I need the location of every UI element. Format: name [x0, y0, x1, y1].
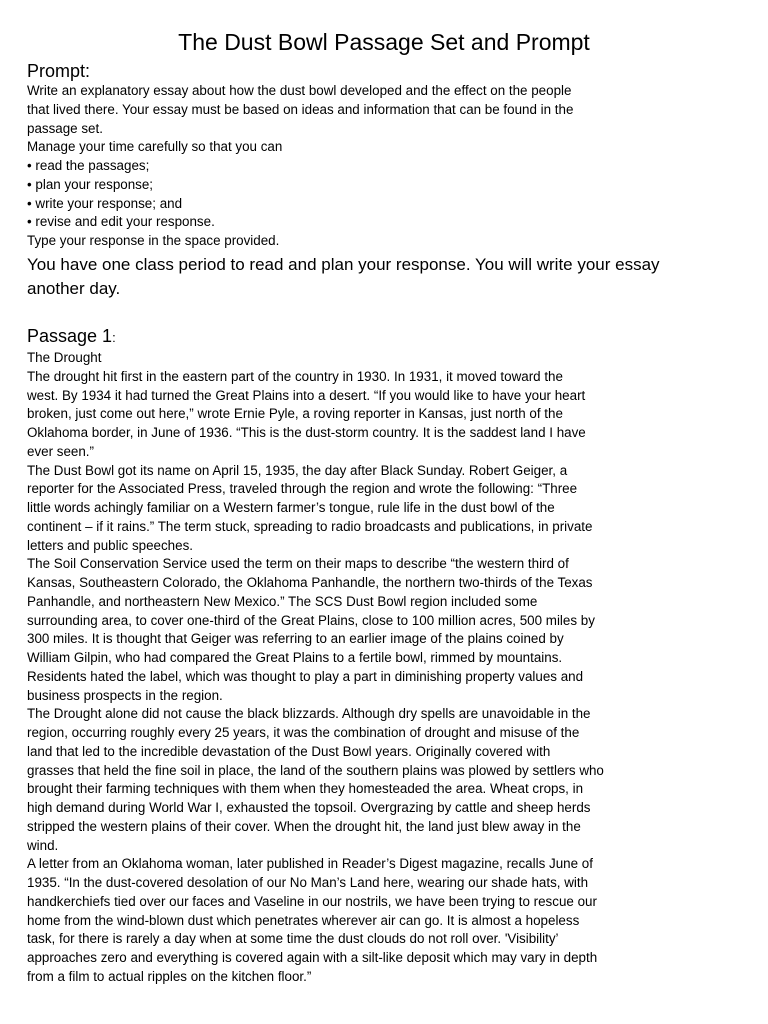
passage-subtitle: The Drought	[27, 350, 102, 365]
passage-line: ever seen.”	[27, 443, 94, 459]
passage-1-body	[27, 349, 747, 987]
passage-line: region, occurring roughly every 25 years, it was the combination of drought and misuse of the	[27, 725, 580, 740]
passage-line: Kansas, Southeastern Colorado, the Oklahoma Panhandle, the northern two-thirds of the Texas	[27, 575, 593, 590]
prompt-body	[27, 82, 747, 251]
prompt-note-line: You have one class period to read and plan your response. You will write your essay	[27, 255, 660, 274]
passage-line: The drought hit first in the eastern part of the country in 1930. In 1931, it moved toward the	[27, 368, 563, 384]
passage-line: west. By 1934 it had turned the Great Plains into a desert. “If you would like to have your heart	[27, 387, 586, 403]
prompt-bullet-item: • plan your response;	[27, 176, 154, 192]
prompt-line: that lived there. Your essay must be based on ideas and information that can be found in the	[27, 101, 574, 117]
prompt-bullet-item: • read the passages;	[27, 158, 150, 173]
passage-line: A letter from an Oklahoma woman, later published in Reader’s Digest magazine, recalls June of	[27, 856, 593, 872]
prompt-line: Type your response in the space provided.	[27, 233, 280, 248]
passage-line: 1935. “In the dust-covered desolation of our No Man’s Land here, wearing our shade hats, with	[27, 875, 589, 890]
passage-line: business prospects in the region.	[27, 687, 223, 703]
passage-line: from a film to actual ripples on the kitchen floor.”	[27, 968, 312, 984]
document-title: The Dust Bowl Passage Set and Prompt	[178, 29, 590, 55]
passage-line: grasses that held the fine soil in place, the land of the southern plains was plowed by settlers who	[27, 762, 604, 778]
prompt-line: Manage your time carefully so that you can	[27, 139, 283, 155]
prompt-note	[27, 253, 747, 300]
passage-line: Residents hated the label, which was thought to play a part in diminishing property values and	[27, 668, 584, 684]
passage-line: approaches zero and everything is covered again with a silt-like deposit which may vary in depth	[27, 950, 598, 965]
passage-line: reporter for the Associated Press, traveled through the region and wrote the following: “Three	[27, 481, 578, 497]
passage-line: The Soil Conservation Service used the term on their maps to describe “the western third of	[27, 556, 569, 572]
prompt-line: passage set.	[27, 120, 103, 136]
prompt-note-line: another day.	[27, 278, 121, 298]
prompt-heading: Prompt:	[27, 61, 91, 81]
prompt-bullet-item: • revise and edit your response.	[27, 214, 215, 230]
passage-line: William Gilpin, who had compared the Great Plains to a fertile bowl, rimmed by mountains.	[27, 650, 563, 665]
passage-line: Oklahoma border, in June of 1936. “This is the dust-storm country. It is the saddest land I have	[27, 425, 586, 440]
passage-1-heading-colon: :	[112, 330, 116, 345]
passage-line: land that led to the incredible devastation of the Dust Bowl years. Originally covered with	[27, 743, 551, 759]
passage-line: handkerchiefs tied over our faces and Vaseline in our nostrils, we have been trying to rescue our	[27, 893, 597, 909]
passage-line: brought their farming techniques with them when they homesteaded the area. Wheat crops, in	[27, 781, 584, 797]
passage-line: home from the wind-blown dust which penetrates wherever air can go. It is almost a hopeless	[27, 912, 580, 928]
passage-line: continent – if it rains.” The term stuck, spreading to radio broadcasts and publications, in private	[27, 518, 593, 534]
passage-line: broken, just come out here,” wrote Ernie Pyle, a roving reporter in Kansas, just north of the	[27, 406, 563, 422]
passage-line: surrounding area, to cover one-third of the Great Plains, close to 100 million acres, 500 miles by	[27, 612, 595, 628]
passage-line: task, for there is rarely a day when at some time the dust clouds do not roll over. 'Visibility’	[27, 931, 559, 947]
passage-line: The Drought alone did not cause the black blizzards. Although dry spells are unavoidable in the	[27, 706, 591, 722]
prompt-line: Write an explanatory essay about how the dust bowl developed and the effect on the people	[27, 83, 572, 98]
passage-line: stripped the western plains of their cover. When the drought hit, the land just blew away in the	[27, 818, 581, 834]
prompt-bullet-item: • write your response; and	[27, 195, 183, 211]
passage-line: high demand during World War I, exhausted the topsoil. Overgrazing by cattle and sheep herds	[27, 800, 591, 815]
passage-1-heading-row	[27, 325, 747, 347]
prompt-section	[27, 60, 747, 82]
passage-line: 300 miles. It is thought that Geiger was referring to an earlier image of the plains coined by	[27, 631, 564, 647]
passage-line: little words achingly familiar on a Western farmer’s tongue, rule life in the dust bowl of the	[27, 500, 555, 515]
passage-line: The Dust Bowl got its name on April 15, 1935, the day after Black Sunday. Robert Geiger, a	[27, 462, 568, 478]
passage-1-heading: Passage 1	[27, 326, 113, 346]
passage-line: Panhandle, and northeastern New Mexico.” The SCS Dust Bowl region included some	[27, 593, 538, 609]
passage-line: wind.	[27, 837, 59, 853]
passage-line: letters and public speeches.	[27, 537, 193, 553]
